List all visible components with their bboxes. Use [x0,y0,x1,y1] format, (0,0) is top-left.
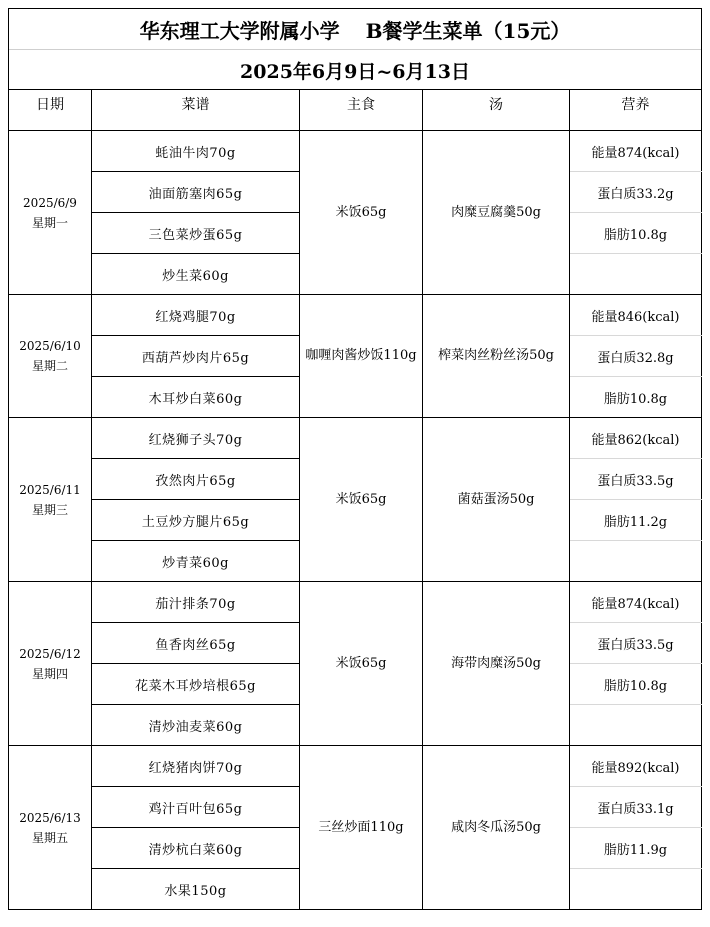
dish-cell: 茄汁排条70g [92,582,300,623]
day-date-cell [9,418,92,582]
dish-cell: 孜然肉片65g [92,459,300,500]
date-range: 2025年6月9日~6月13日 [9,49,701,91]
nutrition-fat: 脂肪10.8g [570,664,702,705]
dish-cell: 清炒油麦菜60g [92,705,300,746]
dish-cell: 花菜木耳炒培根65g [92,664,300,705]
dish-cell: 红烧猪肉饼70g [92,746,300,787]
day-date: 2025/6/9 [23,195,77,210]
soup-cell: 肉糜豆腐羹50g [423,131,570,295]
nutrition-energy: 能量874(kcal) [570,131,702,172]
soup-cell: 榨菜肉丝粉丝汤50g [423,295,570,418]
dish-cell: 西葫芦炒肉片65g [92,336,300,377]
col-nutrition-header: 营养 [570,90,702,131]
dish-cell: 鸡汁百叶包65g [92,787,300,828]
nutrition-fat: 脂肪11.2g [570,500,702,541]
table-header-row [9,90,702,131]
menu-title [9,9,701,49]
dish-cell: 炒生菜60g [92,254,300,295]
day-weekday: 星期一 [31,215,68,230]
day-date-cell [9,746,92,910]
nutrition-energy: 能量874(kcal) [570,582,702,623]
staple-cell: 米饭65g [300,131,423,295]
nutrition-energy: 能量846(kcal) [570,295,702,336]
day-weekday: 星期三 [31,502,68,517]
nutrition-protein: 蛋白质33.1g [570,787,702,828]
menu-name: B餐学生菜单（15元） [365,18,571,43]
staple-cell: 三丝炒面110g [300,746,423,910]
staple-cell: 米饭65g [300,582,423,746]
dish-cell: 土豆炒方腿片65g [92,500,300,541]
day-date: 2025/6/11 [19,482,81,497]
day-weekday: 星期五 [31,830,68,845]
day-weekday: 星期二 [31,359,68,373]
dish-cell: 鱼香肉丝65g [92,623,300,664]
menu-header [8,8,702,91]
nutrition-protein: 蛋白质33.5g [570,623,702,664]
dish-cell: 炒青菜60g [92,541,300,582]
day-weekday: 星期四 [31,666,68,681]
nutrition-empty [570,541,702,582]
nutrition-protein: 蛋白质32.8g [570,336,702,377]
nutrition-energy: 能量862(kcal) [570,418,702,459]
menu-table [8,89,702,910]
soup-cell: 咸肉冬瓜汤50g [423,746,570,910]
day-date: 2025/6/13 [19,810,81,825]
table-row [9,582,702,623]
staple-cell: 咖喱肉酱炒饭110g [300,295,423,418]
nutrition-empty [570,254,702,295]
table-row [9,295,702,336]
day-date-cell [9,131,92,295]
col-date-header: 日期 [9,90,92,131]
col-soup-header: 汤 [423,90,570,131]
nutrition-energy: 能量892(kcal) [570,746,702,787]
soup-cell: 海带肉糜汤50g [423,582,570,746]
nutrition-empty [570,869,702,910]
dish-cell: 清炒杭白菜60g [92,828,300,869]
table-row [9,418,702,459]
table-row [9,131,702,172]
dish-cell: 木耳炒白菜60g [92,377,300,418]
nutrition-fat: 脂肪10.8g [570,377,702,418]
nutrition-fat: 脂肪10.8g [570,213,702,254]
nutrition-empty [570,705,702,746]
dish-cell: 蚝油牛肉70g [92,131,300,172]
dish-cell: 水果150g [92,869,300,910]
dish-cell: 油面筋塞肉65g [92,172,300,213]
nutrition-protein: 蛋白质33.5g [570,459,702,500]
nutrition-protein: 蛋白质33.2g [570,172,702,213]
school-name: 华东理工大学附属小学 [139,18,340,43]
day-date-cell [9,582,92,746]
day-date: 2025/6/10 [19,339,81,353]
dish-cell: 红烧狮子头70g [92,418,300,459]
col-dishes-header: 菜谱 [92,90,300,131]
staple-cell: 米饭65g [300,418,423,582]
nutrition-fat: 脂肪11.9g [570,828,702,869]
day-date: 2025/6/12 [19,646,81,661]
col-staple-header: 主食 [300,90,423,131]
table-row [9,746,702,787]
day-date-cell [9,295,92,418]
dish-cell: 三色菜炒蛋65g [92,213,300,254]
dish-cell: 红烧鸡腿70g [92,295,300,336]
soup-cell: 菌菇蛋汤50g [423,418,570,582]
